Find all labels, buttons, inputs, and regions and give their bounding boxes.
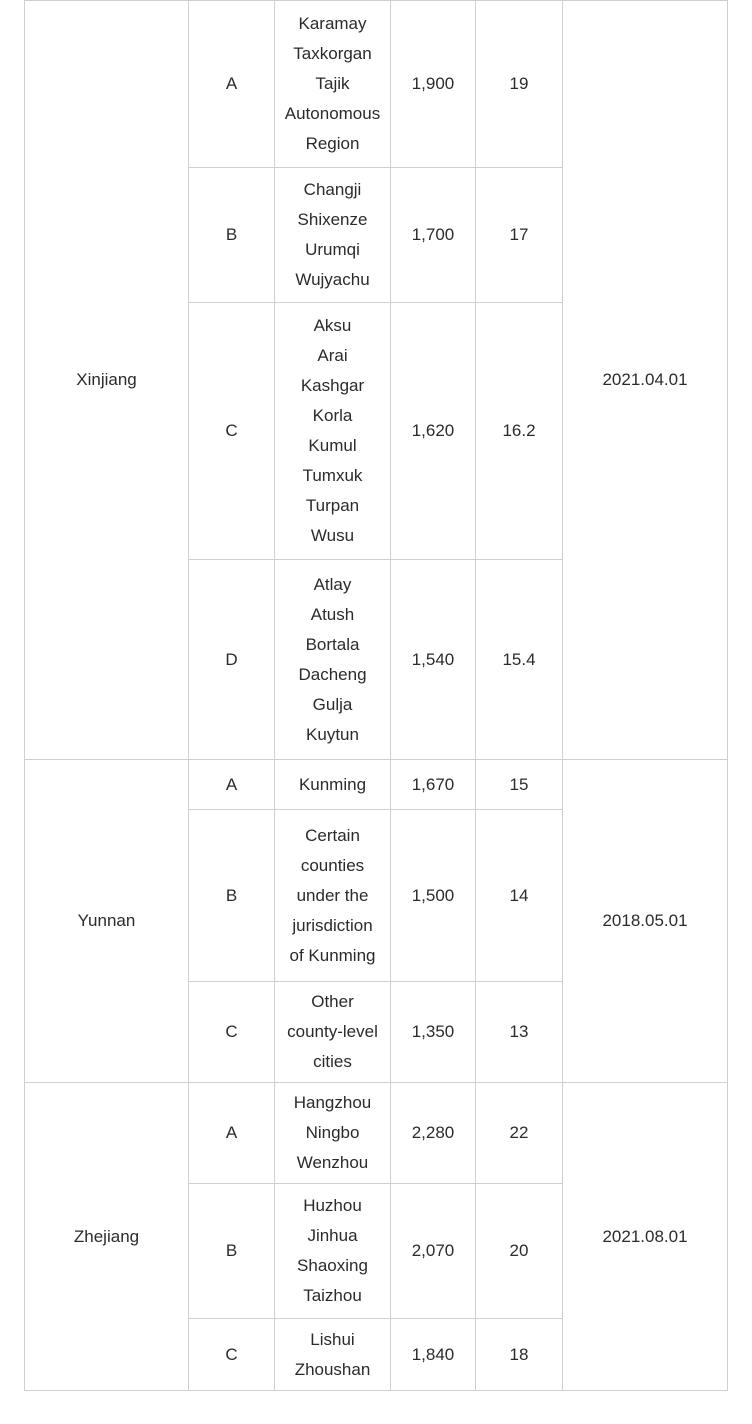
- hourly-wage-cell: 17: [476, 168, 563, 303]
- city-name: Atlay: [313, 574, 352, 594]
- city-name: Korla: [312, 406, 353, 425]
- tier-cell: C: [189, 303, 275, 560]
- hourly-wage-cell: 18: [476, 1319, 563, 1391]
- tier-cell: B: [189, 1184, 275, 1319]
- minimum-wage-table: [24, 0, 728, 1391]
- table-row: [25, 1, 728, 168]
- city-name: Shaoxing: [297, 1256, 368, 1275]
- region-cell: Yunnan: [25, 760, 189, 1083]
- cities-cell: [275, 810, 391, 982]
- monthly-wage-cell: 1,620: [391, 303, 476, 560]
- city-name: Urumqi: [305, 240, 360, 259]
- city-name: Karamay: [298, 14, 367, 33]
- monthly-wage-cell: 2,070: [391, 1184, 476, 1319]
- monthly-wage-cell: 1,840: [391, 1319, 476, 1391]
- city-name: Kuytun: [306, 724, 359, 744]
- city-name: Aksu: [313, 316, 352, 335]
- cities-cell: [275, 168, 391, 303]
- city-name: Other: [311, 992, 354, 1011]
- cities-cell: [275, 1, 391, 168]
- city-name: Certain: [305, 825, 360, 845]
- hourly-wage-cell: 19: [476, 1, 563, 168]
- tier-cell: C: [189, 982, 275, 1083]
- cities-cell: [275, 760, 391, 810]
- monthly-wage-cell: 1,700: [391, 168, 476, 303]
- effective-date-cell: 2018.05.01: [563, 760, 728, 1083]
- tier-cell: C: [189, 1319, 275, 1391]
- city-name: Huzhou: [303, 1196, 362, 1215]
- hourly-wage-cell: 14: [476, 810, 563, 982]
- city-name: Gulja: [312, 694, 353, 714]
- city-name: Wujyachu: [295, 270, 370, 289]
- table-row: [25, 1083, 728, 1184]
- city-name: Changji: [303, 180, 362, 199]
- effective-date-cell: 2021.04.01: [563, 1, 728, 760]
- table-body: [25, 1, 728, 1391]
- city-name: counties: [300, 855, 365, 875]
- cities-cell: [275, 982, 391, 1083]
- hourly-wage-cell: 15: [476, 760, 563, 810]
- cities-cell: [275, 1083, 391, 1184]
- monthly-wage-cell: 1,540: [391, 560, 476, 760]
- city-name: Atush: [310, 604, 355, 624]
- city-name: Kunming: [298, 774, 367, 794]
- region-cell: Zhejiang: [25, 1083, 189, 1391]
- city-name: Hangzhou: [293, 1093, 372, 1112]
- city-name: Shixenze: [297, 210, 368, 229]
- monthly-wage-cell: 1,900: [391, 1, 476, 168]
- city-name: Zhoushan: [294, 1359, 371, 1379]
- cities-cell: [275, 560, 391, 760]
- table-row: [25, 760, 728, 810]
- city-name: Tajik: [315, 74, 350, 93]
- hourly-wage-cell: 15.4: [476, 560, 563, 760]
- hourly-wage-cell: 20: [476, 1184, 563, 1319]
- city-name: of Kunming: [289, 945, 376, 965]
- hourly-wage-cell: 16.2: [476, 303, 563, 560]
- city-name: Arai: [317, 346, 348, 365]
- city-name: Turpan: [305, 496, 360, 515]
- city-name: Wenzhou: [296, 1153, 369, 1172]
- hourly-wage-cell: 22: [476, 1083, 563, 1184]
- city-name: cities: [313, 1052, 352, 1071]
- cities-cell: [275, 1184, 391, 1319]
- city-name: county-level: [287, 1022, 378, 1041]
- city-name: Wusu: [310, 526, 355, 545]
- city-name: Jinhua: [307, 1226, 358, 1245]
- tier-cell: B: [189, 168, 275, 303]
- city-name: Taizhou: [303, 1286, 362, 1305]
- tier-cell: A: [189, 1083, 275, 1184]
- city-name: Dacheng: [298, 664, 367, 684]
- city-name: Taxkorgan: [293, 44, 372, 63]
- region-cell: Xinjiang: [25, 1, 189, 760]
- city-name: Region: [305, 134, 360, 153]
- city-name: Ningbo: [305, 1123, 360, 1142]
- city-name: Lishui: [310, 1329, 355, 1349]
- city-name: under the: [296, 885, 369, 905]
- monthly-wage-cell: 1,500: [391, 810, 476, 982]
- tier-cell: D: [189, 560, 275, 760]
- city-name: Kumul: [308, 436, 357, 455]
- monthly-wage-cell: 2,280: [391, 1083, 476, 1184]
- city-name: Autonomous: [284, 104, 381, 123]
- city-name: jurisdiction: [292, 915, 373, 935]
- cities-cell: [275, 303, 391, 560]
- city-name: Kashgar: [300, 376, 365, 395]
- effective-date-cell: 2021.08.01: [563, 1083, 728, 1391]
- tier-cell: A: [189, 760, 275, 810]
- monthly-wage-cell: 1,350: [391, 982, 476, 1083]
- city-name: Bortala: [305, 634, 360, 654]
- hourly-wage-cell: 13: [476, 982, 563, 1083]
- monthly-wage-cell: 1,670: [391, 760, 476, 810]
- cities-cell: [275, 1319, 391, 1391]
- tier-cell: A: [189, 1, 275, 168]
- tier-cell: B: [189, 810, 275, 982]
- city-name: Tumxuk: [302, 466, 363, 485]
